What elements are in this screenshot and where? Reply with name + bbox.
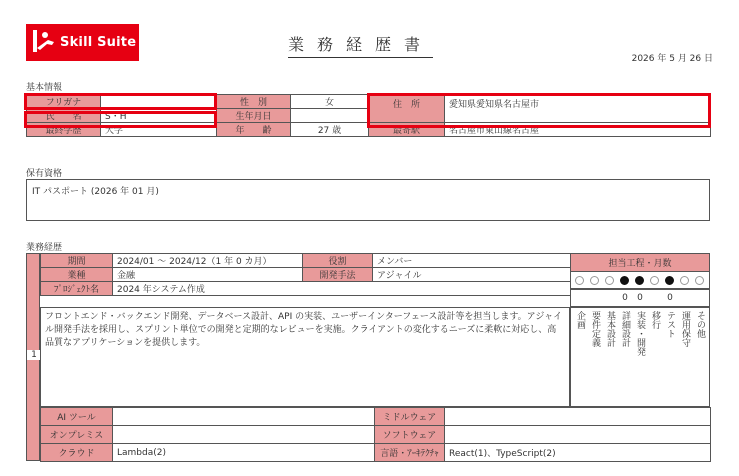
process-dot-1 <box>575 276 584 285</box>
document-title: 業務経歴書 <box>288 32 433 58</box>
method-value: アジャイル <box>373 268 571 282</box>
process-dots-row <box>570 271 710 289</box>
language-label: 言語・ｱｰｷﾃｸﾁｬ <box>375 444 445 462</box>
address-value: 愛知県愛知県名古屋市 <box>445 95 711 123</box>
process-header: 担当工程・月数 <box>571 254 710 272</box>
basic-info-table <box>26 94 711 137</box>
gender-value: 女 <box>291 95 369 109</box>
ai-tool-label: AI ツール <box>41 408 113 426</box>
software-label: ソフトウェア <box>375 426 445 444</box>
industry-value: 金融 <box>113 268 303 282</box>
process-dot-7 <box>665 276 674 285</box>
process-months-row <box>570 289 710 307</box>
basic-info-heading: 基本情報 <box>26 83 63 93</box>
project-description: フロントエンド・バックエンド開発、データベース設計、API の実装、ユーザーインターフェース設計等を担当します。アジャイル開発手法を採用し、スプリント単位での開発と定期的なレビューを実施。クライアントの変化するニーズに柔軟に対応し、高品質なアプリケーションを提供します。 <box>40 307 570 407</box>
process-steps <box>570 307 710 407</box>
middleware-value <box>445 408 711 426</box>
name-label: 氏 名 <box>27 109 101 123</box>
project-label: ﾌﾟﾛｼﾞｪｸﾄ名 <box>41 282 113 296</box>
qualifications-heading: 保有資格 <box>26 169 63 179</box>
station-value: 名古屋市東山線名古屋 <box>445 123 711 137</box>
industry-label: 業種 <box>41 268 113 282</box>
logo-figure-icon <box>32 28 56 54</box>
process-step-label-7: テスト <box>665 311 675 338</box>
cloud-label: クラウド <box>41 444 113 462</box>
process-header-table <box>570 253 710 272</box>
process-month-value-3: 0 <box>667 293 673 303</box>
cloud-value: Lambda(2) <box>113 444 375 462</box>
birthdate-value <box>291 109 369 123</box>
process-dot-3 <box>605 276 614 285</box>
station-label: 最寄駅 <box>369 123 445 137</box>
process-step-label-5: 実装・開発 <box>635 311 645 356</box>
process-month-value-1: 0 <box>622 293 628 303</box>
experience-top-table <box>40 253 571 296</box>
entry-number: 1 <box>27 350 41 360</box>
furigana-value <box>101 95 217 109</box>
onpremise-label: オンプレミス <box>41 426 113 444</box>
age-value: 27 歳 <box>291 123 369 137</box>
onpremise-value <box>113 426 375 444</box>
process-dot-9 <box>695 276 704 285</box>
process-dot-2 <box>590 276 599 285</box>
middleware-label: ミドルウェア <box>375 408 445 426</box>
software-value <box>445 426 711 444</box>
role-value: メンバー <box>373 254 571 268</box>
education-value: 大学 <box>101 123 217 137</box>
period-value: 2024/01 ～ 2024/12（1 年 0 カ月） <box>113 254 303 268</box>
process-step-label-9: その他 <box>695 311 705 338</box>
process-dot-5 <box>635 276 644 285</box>
entry-number-column <box>26 253 40 461</box>
process-dot-6 <box>650 276 659 285</box>
birthdate-label: 生年月日 <box>217 109 291 123</box>
method-label: 開発手法 <box>303 268 373 282</box>
furigana-label: フリガナ <box>27 95 101 109</box>
project-value: 2024 年システム作成 <box>113 282 571 296</box>
experience-bottom-table <box>40 407 711 462</box>
gender-label: 性 別 <box>217 95 291 109</box>
document-date: 2026 年 5 月 26 日 <box>631 54 713 64</box>
process-dot-8 <box>680 276 689 285</box>
experience-heading: 業務経歴 <box>26 243 63 253</box>
process-step-label-6: 移行 <box>650 311 660 329</box>
qualifications-box: IT パスポート (2026 年 01 月) <box>26 179 710 221</box>
education-label: 最終学歴 <box>27 123 101 137</box>
ai-tool-value <box>113 408 375 426</box>
process-step-label-3: 基本設計 <box>605 311 615 347</box>
process-step-label-1: 企画 <box>575 311 585 329</box>
process-step-label-8: 運用保守 <box>680 311 690 347</box>
process-step-label-4: 詳細設計 <box>620 311 630 347</box>
process-month-value-2: 0 <box>637 293 643 303</box>
skill-suite-logo <box>26 24 139 61</box>
period-label: 期間 <box>41 254 113 268</box>
age-label: 年 齢 <box>217 123 291 137</box>
language-value: React(1)、TypeScript(2) <box>445 444 711 462</box>
process-step-label-2: 要件定義 <box>590 311 600 347</box>
name-value: S・H <box>101 109 217 123</box>
logo-brand-text: Skill Suite <box>60 35 137 50</box>
process-dot-4 <box>620 276 629 285</box>
address-label: 住 所 <box>369 95 445 123</box>
role-label: 役割 <box>303 254 373 268</box>
